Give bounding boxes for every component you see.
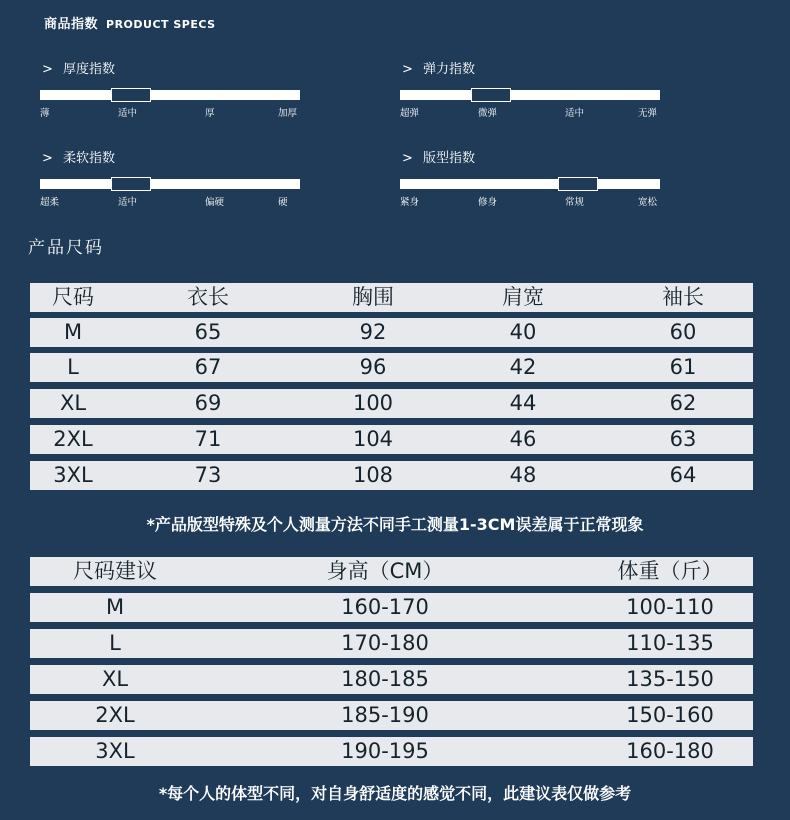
index-label-text: 柔软指数: [63, 151, 116, 166]
index-tick-label: 适中: [118, 108, 138, 119]
advice-table-header-cell: 身高（CM）: [326, 559, 444, 583]
size-table-cell: M: [63, 320, 83, 344]
advice-table-row: [30, 701, 753, 730]
size-table-cell: 46: [509, 427, 537, 451]
index-tick-label: 适中: [118, 197, 138, 208]
specs-title: [44, 13, 216, 32]
size-table-header-row: [30, 283, 753, 312]
size-table-cell: 96: [359, 355, 387, 379]
index-tick-label: 常规: [565, 197, 585, 208]
index-tick-label: 超弹: [400, 108, 420, 119]
index-label-text: 版型指数: [423, 151, 476, 166]
advice-table-cell: L: [109, 631, 121, 655]
index-tick-label: 加厚: [278, 108, 298, 119]
size-table-cell: 44: [509, 391, 537, 415]
size-table-cell: 3XL: [53, 463, 93, 487]
advice-table-row: [30, 629, 753, 658]
index-tick-label: 硬: [278, 197, 288, 208]
index-label: [42, 147, 115, 166]
index-track: [40, 90, 300, 100]
size-table-cell: 60: [669, 320, 697, 344]
advice-table-cell: 150-160: [626, 703, 714, 727]
size-table-header-cell: 袖长: [662, 285, 704, 309]
index-label-text: 厚度指数: [63, 62, 116, 77]
advice-table-cell: 180-185: [341, 667, 429, 691]
index-label: [42, 58, 115, 77]
advice-table-cell: 190-195: [341, 739, 429, 763]
size-table-cell: 108: [352, 463, 394, 487]
advice-table-cell: 110-135: [626, 631, 714, 655]
advice-table-cell: XL: [101, 667, 129, 691]
size-table-cell: 64: [669, 463, 697, 487]
size-table-cell: 92: [359, 320, 387, 344]
advice-note: *每个人的体型不同，对自身舒适度的感觉不同，此建议表仅做参考: [158, 784, 632, 803]
advice-table-row: [30, 665, 753, 694]
size-table-row: [30, 389, 753, 418]
index-tick-label: 紧身: [400, 197, 420, 208]
size-table-cell: 69: [194, 391, 222, 415]
size-table-row: [30, 318, 753, 347]
index-tick-label: 微弹: [478, 108, 498, 119]
size-table-header-cell: 尺码: [52, 285, 94, 309]
size-table-cell: 100: [352, 391, 394, 415]
advice-table-row: [30, 737, 753, 766]
advice-table-cell: 3XL: [95, 739, 135, 763]
size-section-title: 产品尺码: [28, 238, 104, 258]
advice-table-header-cell: 体重（斤）: [617, 559, 723, 583]
size-table-cell: 65: [194, 320, 222, 344]
index-label: [402, 147, 475, 166]
advice-table-header-row: [30, 557, 753, 586]
size-table-row: [30, 461, 753, 490]
advice-table-cell: 2XL: [95, 703, 135, 727]
advice-table-cell: 170-180: [341, 631, 429, 655]
chevron-right-icon: >: [42, 62, 58, 77]
index-marker: [112, 178, 150, 190]
index-tick-label: 超柔: [40, 197, 60, 208]
size-table-cell: 71: [194, 427, 222, 451]
index-marker: [112, 89, 150, 101]
size-table-cell: 67: [194, 355, 222, 379]
size-note: *产品版型特殊及个人测量方法不同手工测量1-3CM误差属于正常现象: [146, 515, 644, 534]
chevron-right-icon: >: [402, 62, 418, 77]
index-label-text: 弹力指数: [423, 62, 476, 77]
index-track: [40, 179, 300, 189]
size-table-row: [30, 353, 753, 382]
chevron-right-icon: >: [402, 151, 418, 166]
advice-table-cell: 160-180: [626, 739, 714, 763]
advice-table-cell: 100-110: [626, 595, 714, 619]
advice-table-row: [30, 593, 753, 622]
index-tick-label: 薄: [40, 108, 50, 119]
index-tick-label: 无弹: [638, 108, 658, 119]
size-table-cell: XL: [59, 391, 87, 415]
advice-table-cell: 185-190: [341, 703, 429, 727]
size-table-header-cell: 胸围: [352, 285, 394, 309]
size-table-cell: 61: [669, 355, 697, 379]
index-tick-label: 修身: [478, 197, 498, 208]
size-table-row: [30, 425, 753, 454]
advice-table-cell: 160-170: [341, 595, 429, 619]
size-table-cell: 40: [509, 320, 537, 344]
size-table-cell: 42: [509, 355, 537, 379]
index-tick-label: 宽松: [638, 197, 658, 208]
size-table-cell: 48: [509, 463, 537, 487]
chevron-right-icon: >: [42, 151, 58, 166]
index-marker: [559, 178, 597, 190]
index-tick-label: 适中: [565, 108, 585, 119]
size-table-cell: 2XL: [53, 427, 93, 451]
size-table-cell: 63: [669, 427, 697, 451]
advice-table-cell: 135-150: [626, 667, 714, 691]
index-track: [400, 90, 660, 100]
size-table-header-cell: 肩宽: [502, 285, 544, 309]
index-label: [402, 58, 475, 77]
size-table-cell: 104: [352, 427, 394, 451]
advice-table-cell: M: [105, 595, 125, 619]
size-table-cell: L: [67, 355, 79, 379]
index-track: [400, 179, 660, 189]
index-marker: [472, 89, 510, 101]
title-cn: 商品指数: [44, 17, 99, 32]
index-tick-label: 偏硬: [205, 197, 225, 208]
size-table-header-cell: 衣长: [187, 285, 229, 309]
index-tick-label: 厚: [205, 108, 215, 119]
size-table-cell: 62: [669, 391, 697, 415]
size-table-cell: 73: [194, 463, 222, 487]
title-en: PRODUCT SPECS: [106, 18, 216, 31]
advice-table-header-cell: 尺码建议: [73, 559, 157, 583]
